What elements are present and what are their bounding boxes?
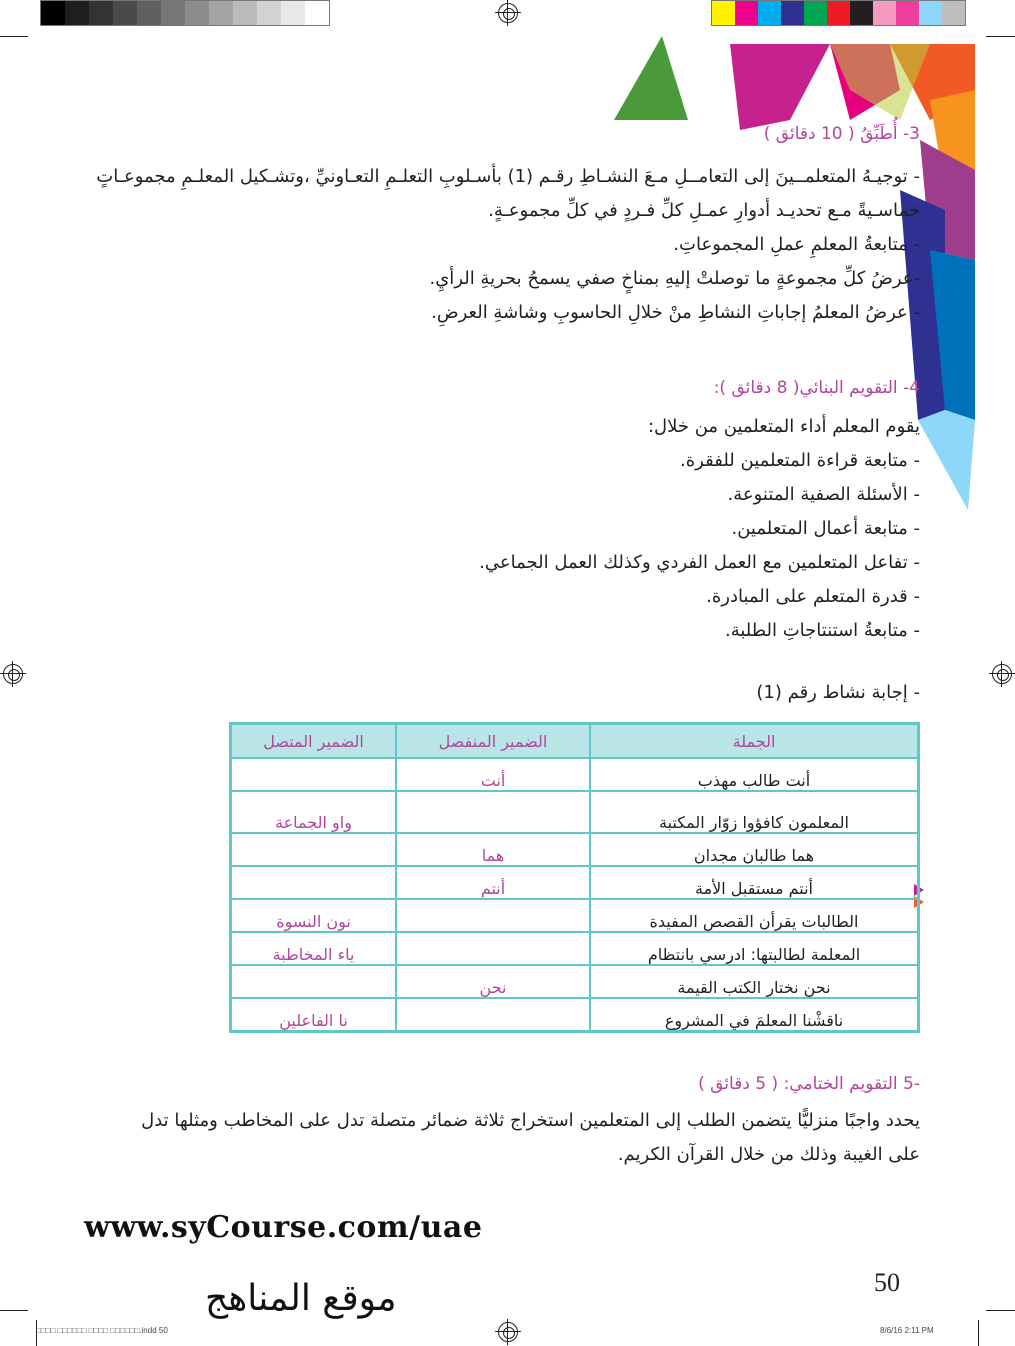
section5-line: على الغيبة وذلك من خلال القرآن الكريم. xyxy=(617,1144,920,1165)
lightblue-shape xyxy=(918,410,975,510)
crop-mark xyxy=(0,36,28,37)
cell-attached-pronoun xyxy=(231,758,397,791)
swatch xyxy=(781,1,804,25)
section3-line: - توجيـهُ المتعلمــينَ إلى التعامــلِ مـعَ النشـاطِ رقـم (1) بأسـلوبِ التعلـمِ التعـاونيِّ ،وتشـكيل المعلـمِ مجموعـاتٍ xyxy=(96,166,920,187)
section4-body xyxy=(90,410,920,648)
section4-line: يقوم المعلم أداء المتعلمين من خلال: xyxy=(647,416,920,437)
table-row xyxy=(231,899,919,932)
cell-attached-pronoun xyxy=(231,965,397,998)
swatch xyxy=(919,1,942,25)
cell-attached-pronoun xyxy=(231,833,397,866)
section4-line: - متابعة قراءة المتعلمين للفقرة. xyxy=(680,450,920,471)
swatch xyxy=(758,1,781,25)
cell-separate-pronoun: أنت xyxy=(396,758,590,791)
registration-mark-right xyxy=(992,664,1012,684)
swatch xyxy=(89,1,113,25)
swatch xyxy=(137,1,161,25)
swatch xyxy=(257,1,281,25)
cell-separate-pronoun: نحن xyxy=(396,965,590,998)
cell-sentence: المعلمون كافؤوا زوّار المكتبة xyxy=(590,791,919,833)
swatch xyxy=(209,1,233,25)
cell-sentence: أنت طالب مهذب xyxy=(590,758,919,791)
cell-separate-pronoun: هما xyxy=(396,833,590,866)
registration-mark-left xyxy=(3,664,23,684)
section4-line: - الأسئلة الصفية المتنوعة. xyxy=(727,484,920,505)
section4-line: - متابعة أعمال المتعلمين. xyxy=(731,518,920,539)
section3-heading: 3- أُطَبِّقُ ( 10 دقائق ) xyxy=(763,124,920,144)
cell-sentence: الطالبات يقرأن القصص المفيدة xyxy=(590,899,919,932)
header-sentence: الجملة xyxy=(590,724,919,759)
file-slug: □□□□ □□□□□□ □□□□ □□□□□□.indd 50 xyxy=(36,1326,168,1335)
cell-sentence: ناقشْنا المعلمَ في المشروع xyxy=(590,998,919,1032)
cell-sentence: هما طالبان مجدان xyxy=(590,833,919,866)
swatch xyxy=(233,1,257,25)
section3-line: -عرضُ كلِّ مجموعةٍ ما توصلتْ إليهِ بمناخٍ صفي يسمحُ بحريةِ الرأيِ. xyxy=(429,268,920,289)
table-row xyxy=(231,965,919,998)
color-bar xyxy=(711,0,966,26)
cell-separate-pronoun xyxy=(396,932,590,965)
swatch xyxy=(942,1,965,25)
table-row xyxy=(231,833,919,866)
section5-line: يحدد واجبًا منزليًّا يتضمن الطلب إلى المتعلمين استخراج ثلاثة ضمائر متصلة تدل على المخاطب ومثلها تدل xyxy=(141,1110,920,1131)
section3-line: خماسـيةً مـع تحديـد أدوارِ عمـلِ كلِّ فـردٍ في كلِّ مجموعـةٍ. xyxy=(488,200,920,221)
section3-line: - متابعةُ المعلمِ عملِ المجموعاتِ. xyxy=(673,234,920,255)
cell-separate-pronoun xyxy=(396,899,590,932)
section4-line: - قدرة المتعلم على المبادرة. xyxy=(706,586,920,607)
green-triangle xyxy=(614,36,688,120)
cell-separate-pronoun: أنتم xyxy=(396,866,590,899)
table-row xyxy=(231,866,919,899)
registration-mark-top xyxy=(498,3,518,23)
swatch xyxy=(873,1,896,25)
cell-attached-pronoun: نا الفاعلين xyxy=(231,998,397,1032)
cell-attached-pronoun: نون النسوة xyxy=(231,899,397,932)
cell-attached-pronoun: واو الجماعة xyxy=(231,791,397,833)
section5-body xyxy=(90,1104,920,1172)
cell-sentence: أنتم مستقبل الأمة xyxy=(590,866,919,899)
table-header-row xyxy=(231,724,919,759)
table-row xyxy=(231,932,919,965)
section4-line: - متابعةُ استنتاجاتِ الطلبة. xyxy=(725,620,920,641)
header-attached-pronoun: الضمير المتصل xyxy=(231,724,397,759)
swatch xyxy=(827,1,850,25)
answer-label: - إجابة نشاط رقم (1) xyxy=(756,682,920,703)
pronoun-table xyxy=(229,722,920,1033)
swatch xyxy=(113,1,137,25)
section3-body xyxy=(90,160,920,330)
swatch xyxy=(712,1,735,25)
section4-line: - تفاعل المتعلمين مع العمل الفردي وكذلك العمل الجماعي. xyxy=(479,552,920,573)
swatch xyxy=(281,1,305,25)
cell-separate-pronoun xyxy=(396,998,590,1032)
swatch xyxy=(185,1,209,25)
swatch xyxy=(896,1,919,25)
swatch xyxy=(305,1,329,25)
swatch xyxy=(850,1,873,25)
registration-mark-bottom xyxy=(498,1322,518,1342)
header-separate-pronoun: الضمير المنفصل xyxy=(396,724,590,759)
site-name: موقع المناهج xyxy=(205,1278,397,1319)
section4-heading: 4- التقويم البنائي( 8 دقائق ): xyxy=(713,378,920,398)
cell-attached-pronoun xyxy=(231,866,397,899)
print-date: 8/6/16 2:11 PM xyxy=(880,1326,934,1335)
swatch xyxy=(735,1,758,25)
table-body xyxy=(231,758,919,1032)
swatch xyxy=(804,1,827,25)
section3-line: - عرضُ المعلمُ إجاباتِ النشاطِ منْ خلالِ الحاسوبِ وشاشةِ العرضِ. xyxy=(431,302,920,323)
table-row xyxy=(231,791,919,833)
table-row xyxy=(231,758,919,791)
swatch xyxy=(41,1,65,25)
swatch xyxy=(161,1,185,25)
crop-mark xyxy=(978,1320,979,1346)
cell-sentence: نحن نختار الكتب القيمة xyxy=(590,965,919,998)
swatch xyxy=(65,1,89,25)
section5-heading: -5 التقويم الختامي: ( 5 دقائق ) xyxy=(698,1074,920,1094)
cell-attached-pronoun: ياء المخاطبة xyxy=(231,932,397,965)
grayscale-bar xyxy=(40,0,330,26)
crop-mark xyxy=(986,1310,1015,1311)
cell-separate-pronoun xyxy=(396,791,590,833)
page-number: 50 xyxy=(874,1268,900,1297)
cell-sentence: المعلمة لطالبتها: ادرسي بانتظام xyxy=(590,932,919,965)
website-url[interactable]: www.syCourse.com/uae xyxy=(84,1210,483,1245)
crop-mark xyxy=(0,1310,28,1311)
magenta-shape xyxy=(730,44,830,130)
table-row xyxy=(231,998,919,1032)
crop-mark xyxy=(986,36,1015,37)
